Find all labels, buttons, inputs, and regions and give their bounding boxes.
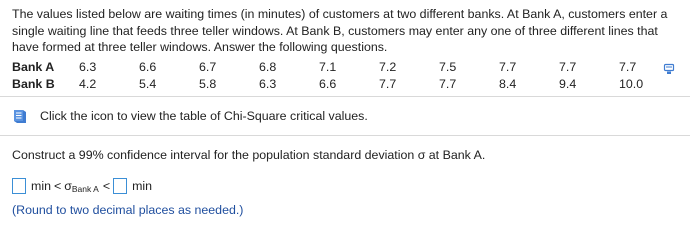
table-cell: 6.3 xyxy=(79,60,97,74)
table-cell: 7.7 xyxy=(379,77,397,91)
sigma-subscript: Bank A xyxy=(71,184,99,194)
row-label: Bank B xyxy=(12,77,55,91)
lower-bound-input[interactable] xyxy=(12,178,26,194)
table-cell: 4.2 xyxy=(79,77,97,91)
sigma-symbol: σ xyxy=(64,179,72,193)
table-row xyxy=(12,76,659,93)
table-cell: 7.2 xyxy=(379,60,397,74)
unit-label: min xyxy=(31,179,51,193)
table-cell: 6.8 xyxy=(259,60,277,74)
rounding-hint: (Round to two decimal places as needed.) xyxy=(12,203,244,217)
table-cell: 7.7 xyxy=(619,60,637,74)
table-cell: 6.6 xyxy=(319,77,337,91)
table-cell: 6.3 xyxy=(259,77,277,91)
divider xyxy=(0,135,690,136)
less-than-symbol: < xyxy=(53,179,62,193)
waiting-times-table xyxy=(12,59,659,93)
book-icon[interactable] xyxy=(12,108,29,124)
upper-bound-input[interactable] xyxy=(113,178,127,194)
row-label: Bank A xyxy=(12,60,55,74)
table-cell: 7.1 xyxy=(319,60,337,74)
table-cell: 9.4 xyxy=(559,77,577,91)
answer-line xyxy=(12,176,152,196)
table-cell: 6.6 xyxy=(139,60,157,74)
less-than-symbol: < xyxy=(102,179,111,193)
table-cell: 8.4 xyxy=(499,77,517,91)
copy-data-icon[interactable] xyxy=(663,62,675,74)
unit-label: min xyxy=(132,179,153,193)
question-text: Construct a 99% confidence interval for the population standard deviation σ at Bank A. xyxy=(12,148,486,162)
divider xyxy=(0,96,690,97)
table-cell: 7.7 xyxy=(559,60,577,74)
chi-square-table-link-text: Click the icon to view the table of Chi-Square critical values. xyxy=(40,109,368,123)
table-cell: 7.7 xyxy=(499,60,517,74)
table-cell: 7.7 xyxy=(439,77,457,91)
table-row xyxy=(12,59,659,76)
table-cell: 6.7 xyxy=(199,60,217,74)
problem-intro: The values listed below are waiting times (in minutes) of customers at two different banks. At Bank A, customers enter a single waiting line that feeds three teller windows. At Bank B, customers may enter any one of three different lines that have formed at three teller windows. Answer the following questions. xyxy=(12,7,668,54)
table-cell: 5.8 xyxy=(199,77,217,91)
table-cell: 5.4 xyxy=(139,77,157,91)
table-cell: 7.5 xyxy=(439,60,457,74)
table-cell: 10.0 xyxy=(619,77,644,91)
